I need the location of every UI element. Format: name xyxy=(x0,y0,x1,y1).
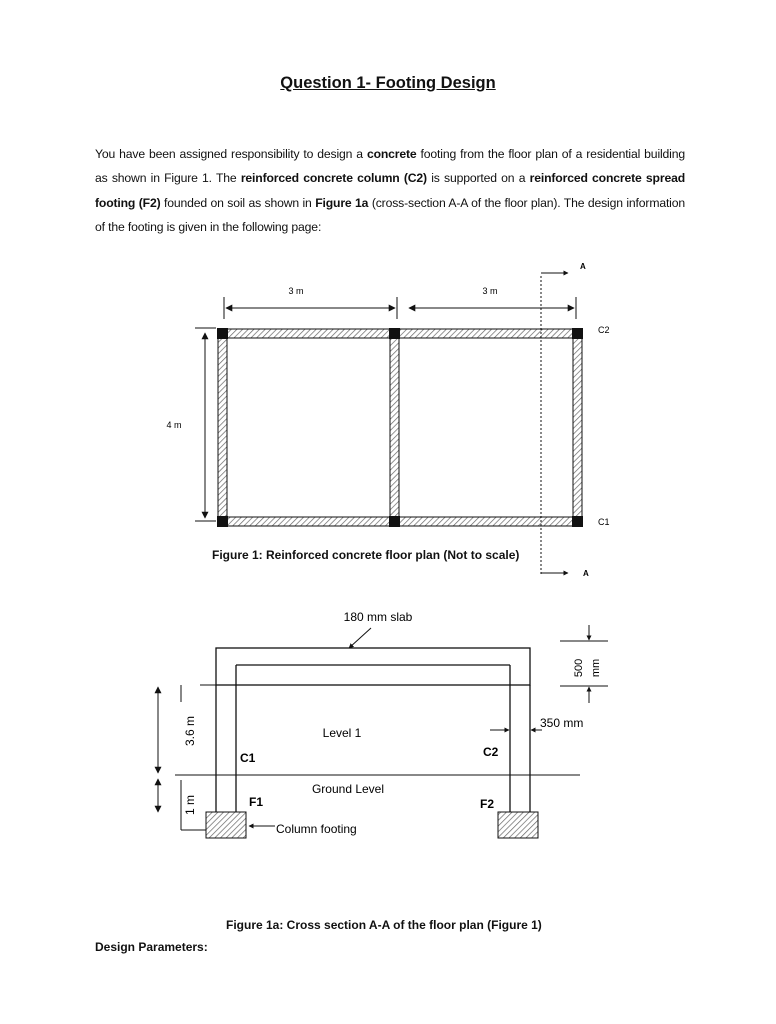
column-bottom-left xyxy=(217,516,228,527)
footing-f1 xyxy=(206,812,246,838)
cross-section xyxy=(158,610,608,838)
dim-depth-label: 1 m xyxy=(183,794,197,816)
beam-left xyxy=(218,329,227,526)
dim-storey-label: 3.6 m xyxy=(183,715,197,747)
beam-depth-unit: mm xyxy=(590,658,602,678)
label-c1-section: C1 xyxy=(240,751,256,765)
beam-right xyxy=(573,329,582,526)
column-c1-plan xyxy=(572,516,583,527)
figure1-caption: Figure 1: Reinforced concrete floor plan (Not to scale) xyxy=(212,548,520,562)
dim-height-label: 4 m xyxy=(166,420,182,430)
dim-left-span-label: 3 m xyxy=(288,286,304,296)
beam-middle xyxy=(390,329,399,526)
frame-outer xyxy=(216,648,530,685)
section-marker-bottom: A xyxy=(583,569,589,578)
label-c2-section: C2 xyxy=(483,745,499,759)
label-f1: F1 xyxy=(249,795,264,809)
column-width-label: 350 mm xyxy=(540,716,584,730)
label-c2-plan: C2 xyxy=(598,325,610,335)
slab-label: 180 mm slab xyxy=(343,610,413,624)
section-marker-top: A xyxy=(580,262,586,271)
intro-paragraph: You have been assigned responsibility to design a concrete footing from the floor plan of a residential building as shown in Figure 1. The reinforced concrete column (C2) is supported on a reinforced concrete spread footing (F2) founded on soil as shown in Figure 1a (cross-section A-A of the floor plan). The design information of the footing is given in the following page: xyxy=(95,147,685,234)
level-1-label: Level 1 xyxy=(322,726,362,740)
page-title: Question 1- Footing Design xyxy=(280,74,496,92)
design-parameters-heading: Design Parameters: xyxy=(95,940,208,954)
column-top-mid xyxy=(389,328,400,339)
ground-level-label: Ground Level xyxy=(311,782,385,796)
footing-f2 xyxy=(498,812,538,838)
column-footing-label: Column footing xyxy=(276,822,357,836)
figure1a-caption: Figure 1a: Cross section A-A of the floor plan (Figure 1) xyxy=(226,918,542,932)
label-f2: F2 xyxy=(480,797,495,811)
floor-plan xyxy=(166,262,609,578)
beam-depth-value: 500 xyxy=(573,658,585,678)
column-bottom-mid xyxy=(389,516,400,527)
dim-right-span-label: 3 m xyxy=(482,286,498,296)
column-c2-plan xyxy=(572,328,583,339)
column-top-left xyxy=(217,328,228,339)
label-c1-plan: C1 xyxy=(598,517,610,527)
